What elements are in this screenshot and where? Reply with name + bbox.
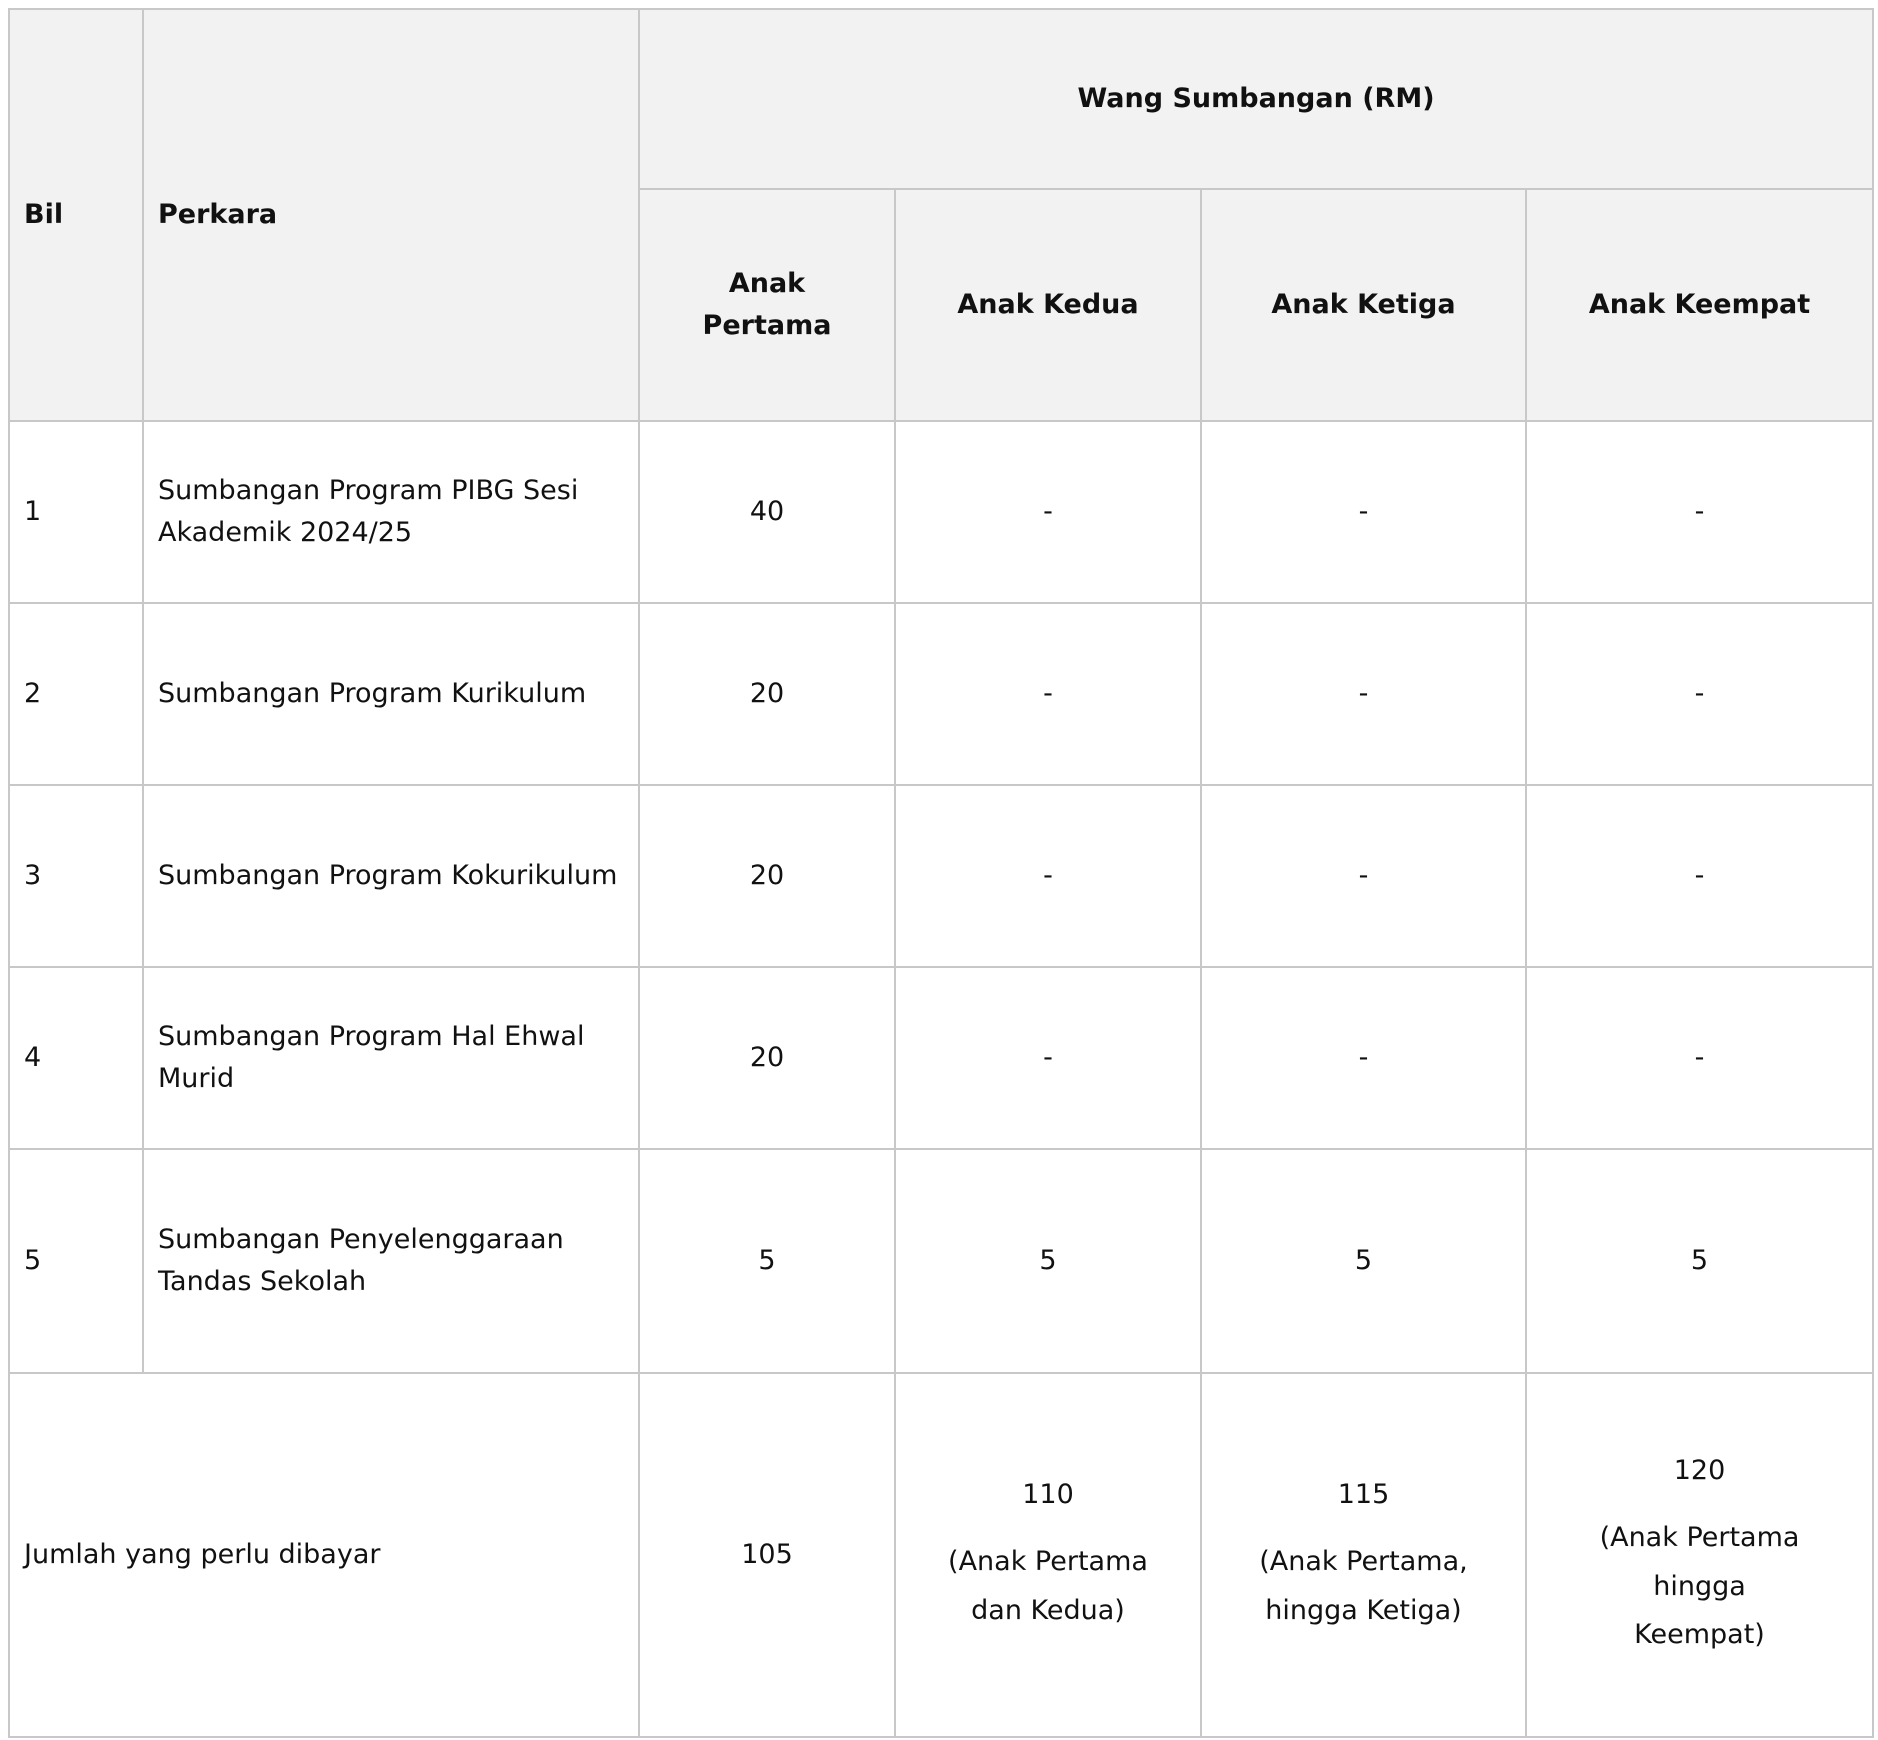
column-header-anak-kedua: Anak Kedua [895, 189, 1201, 421]
row-item: Sumbangan Program Kurikulum [143, 603, 639, 785]
value-anak-pertama: 20 [639, 785, 895, 967]
row-number: 2 [9, 603, 143, 785]
value-anak-pertama: 40 [639, 421, 895, 603]
value-anak-keempat: - [1526, 421, 1873, 603]
table-row [9, 603, 1873, 785]
total-value: 105 [741, 1539, 793, 1571]
value-anak-kedua: - [895, 603, 1201, 785]
total-note: (Anak Pertama hingga Keempat) [1599, 1522, 1800, 1651]
row-item: Sumbangan Program Hal Ehwal Murid [143, 967, 639, 1149]
contribution-table [8, 8, 1874, 1738]
total-anak-ketiga [1201, 1373, 1526, 1737]
value-anak-keempat: - [1526, 785, 1873, 967]
row-number: 5 [9, 1149, 143, 1373]
column-header-anak-pertama: Anak Pertama [639, 189, 895, 421]
total-row [9, 1373, 1873, 1737]
value-anak-kedua: - [895, 785, 1201, 967]
total-anak-kedua [895, 1373, 1201, 1737]
value-anak-ketiga: - [1201, 967, 1526, 1149]
table-row [9, 421, 1873, 603]
value-anak-ketiga: - [1201, 603, 1526, 785]
row-item: Sumbangan Program PIBG Sesi Akademik 2024/25 [143, 421, 639, 603]
row-number: 3 [9, 785, 143, 967]
value-anak-keempat: - [1526, 603, 1873, 785]
table-row [9, 785, 1873, 967]
value-anak-ketiga: 5 [1201, 1149, 1526, 1373]
header-row [9, 9, 1873, 189]
value-anak-kedua: 5 [895, 1149, 1201, 1373]
value-anak-pertama: 20 [639, 967, 895, 1149]
row-item: Sumbangan Penyelenggaraan Tandas Sekolah [143, 1149, 639, 1373]
table-row [9, 1149, 1873, 1373]
column-header-anak-ketiga: Anak Ketiga [1201, 189, 1526, 421]
total-value: 115 [1337, 1479, 1390, 1511]
value-anak-kedua: - [895, 421, 1201, 603]
row-number: 4 [9, 967, 143, 1149]
table-row [9, 967, 1873, 1149]
value-anak-pertama: 20 [639, 603, 895, 785]
total-label: Jumlah yang perlu dibayar [9, 1373, 639, 1737]
value-anak-ketiga: - [1201, 421, 1526, 603]
total-note: (Anak Pertama, hingga Ketiga) [1259, 1546, 1468, 1626]
value-anak-kedua: - [895, 967, 1201, 1149]
total-anak-keempat [1526, 1373, 1873, 1737]
column-header-anak-keempat: Anak Keempat [1526, 189, 1873, 421]
total-note: (Anak Pertama dan Kedua) [948, 1546, 1148, 1626]
value-anak-pertama: 5 [639, 1149, 895, 1373]
row-item: Sumbangan Program Kokurikulum [143, 785, 639, 967]
column-group-header: Wang Sumbangan (RM) [639, 9, 1873, 189]
row-number: 1 [9, 421, 143, 603]
value-anak-keempat: 5 [1526, 1149, 1873, 1373]
value-anak-keempat: - [1526, 967, 1873, 1149]
column-header-perkara: Perkara [143, 9, 639, 421]
total-anak-pertama [639, 1373, 895, 1737]
total-value: 120 [1673, 1455, 1726, 1487]
column-header-bil: Bil [9, 9, 143, 421]
value-anak-ketiga: - [1201, 785, 1526, 967]
total-value: 110 [1022, 1479, 1074, 1511]
